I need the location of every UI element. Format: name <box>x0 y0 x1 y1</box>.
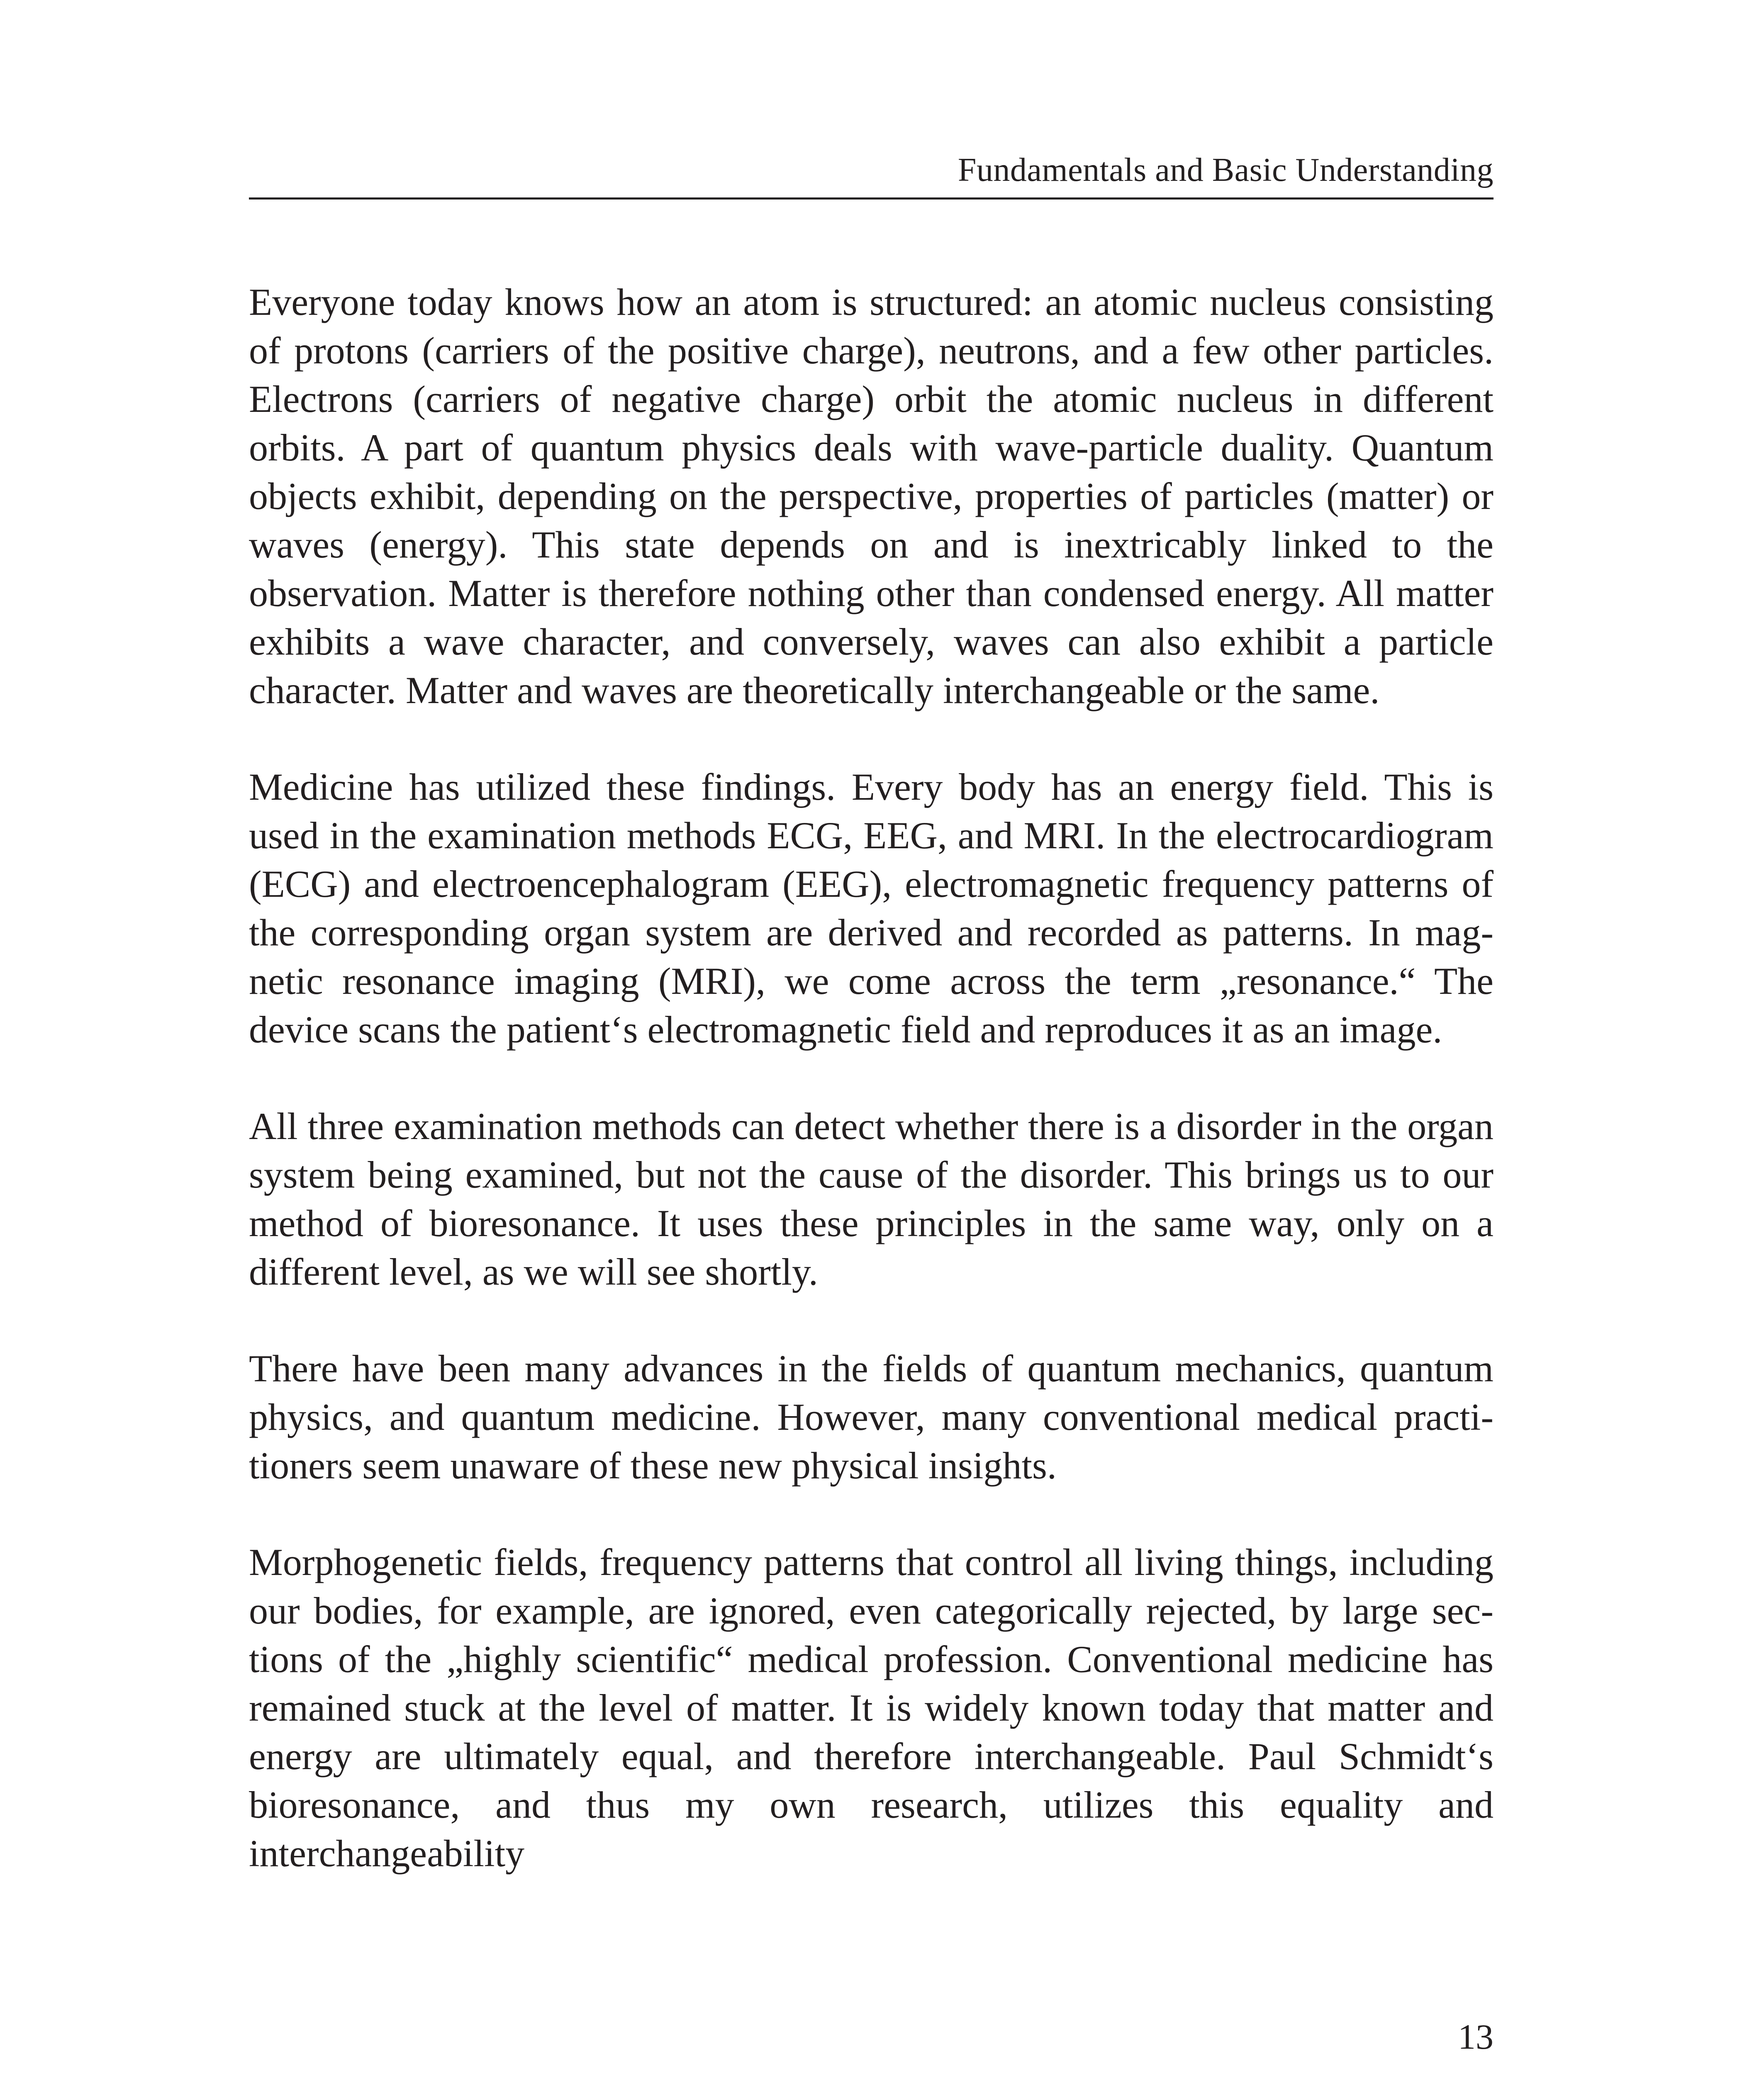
paragraph: Morphogenetic fields, frequency patterns that control all living things, including our bodies, for example, are ignored, even categorically rejected, by large sections of the „highly scientific“ medical profession. Conventional medicine has remained stuck at the level of matter. It is widely known today that matter and energy are ultimately equal, and therefore interchangeable. Paul Schmidt‘s bioresonance, and thus my own research, utilizes this equality and interchangeability <box>249 1541 1494 1874</box>
running-header: Fundamentals and Basic Understanding <box>958 152 1494 188</box>
paragraph: Medicine has utilized these findings. Every body has an energy field. This is used in the examination methods ECG, EEG, and MRI. In the electrocardiogram (ECG) and electroencephalogram (EEG), electromagnetic frequency patterns of the corresponding organ system are derived and recorded as patterns. In magnetic resonance imaging (MRI), we come across the term „resonance.“ The device scans the patient‘s electromagnetic field and reproduces it as an image. <box>249 766 1494 1051</box>
paragraph: There have been many advances in the fields of quantum mechanics, quantum physics, and quantum medicine. However, many conventional medical practitioners seem unaware of these new physical insights. <box>249 1347 1494 1487</box>
paragraph: Everyone today knows how an atom is structured: an atomic nucleus consisting of protons (carriers of the positive charge), neutrons, and a few other particles. Electrons (carriers of negative charge) orbit the atomic nucleus in different orbits. A part of quantum physics deals with wave-particle duality. Quantum objects exhibit, depending on the perspective, properties of particles (matter) or waves (energy). This state depends on and is inextricably linked to the observation. Matter is therefore nothing other than condensed energy. All matter exhibits a wave character, and conversely, waves can also exhibit a particle character. Matter and waves are theoretically interchangeable or the same. <box>249 281 1494 711</box>
header-rule <box>249 197 1494 200</box>
paragraph: All three examination methods can detect whether there is a disorder in the organ system being examined, but not the cause of the disorder. This brings us to our method of bioresonance. It uses these principles in the same way, only on a different level, as we will see shortly. <box>249 1105 1494 1293</box>
body-text <box>249 278 1494 1878</box>
page-number: 13 <box>1458 2017 1494 2057</box>
